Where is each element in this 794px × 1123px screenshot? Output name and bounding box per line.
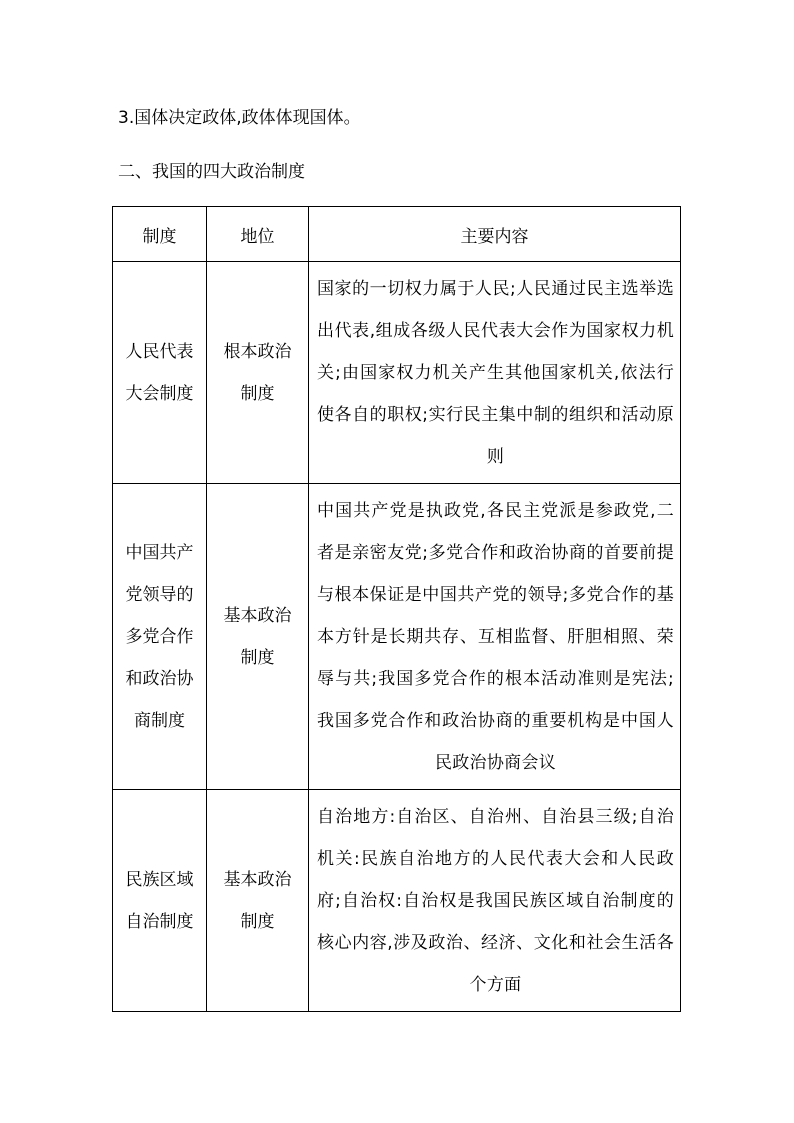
table-row (113, 262, 681, 484)
header-content: 主要内容 (309, 207, 681, 262)
table-row (113, 484, 681, 790)
section-heading: 二、我国的四大政治制度 (118, 162, 305, 182)
header-system: 制度 (113, 207, 207, 262)
intro-line-1: 3.国体决定政体,政体体现国体。 (118, 108, 361, 128)
system-content: 自治地方:自治区、自治州、自治县三级;自治机关:民族自治地方的人民代表大会和人民政府;自治权:自治权是我国民族区域自治制度的核心内容,涉及政治、经济、文化和社会生活各个方面 (317, 806, 674, 995)
system-name: 人民代表大会制度 (125, 341, 194, 404)
table-header-row (113, 207, 681, 262)
system-status: 基本政治制度 (223, 605, 292, 668)
system-status: 根本政治制度 (223, 341, 292, 404)
system-status: 基本政治制度 (223, 869, 292, 932)
system-name: 中国共产党领导的多党合作和政治协商制度 (125, 542, 194, 731)
table-row (113, 790, 681, 1012)
system-name: 民族区域自治制度 (125, 869, 194, 932)
system-content: 中国共产党是执政党,各民主党派是参政党,二者是亲密友党;多党合作和政治协商的首要前提与根本保证是中国共产党的领导;多党合作的基本方针是长期共存、互相监督、肝胆相照、荣辱与共;我国多党合作的根本活动准则是宪法;我国多党合作和政治协商的重要机构是中国人民政治协商会议 (317, 500, 674, 773)
header-status: 地位 (207, 207, 309, 262)
system-content: 国家的一切权力属于人民;人民通过民主选举选出代表,组成各级人民代表大会作为国家权力机关;由国家权力机关产生其他国家机关,依法行使各自的职权;实行民主集中制的组织和活动原则 (317, 278, 674, 467)
political-systems-table (112, 206, 681, 1012)
